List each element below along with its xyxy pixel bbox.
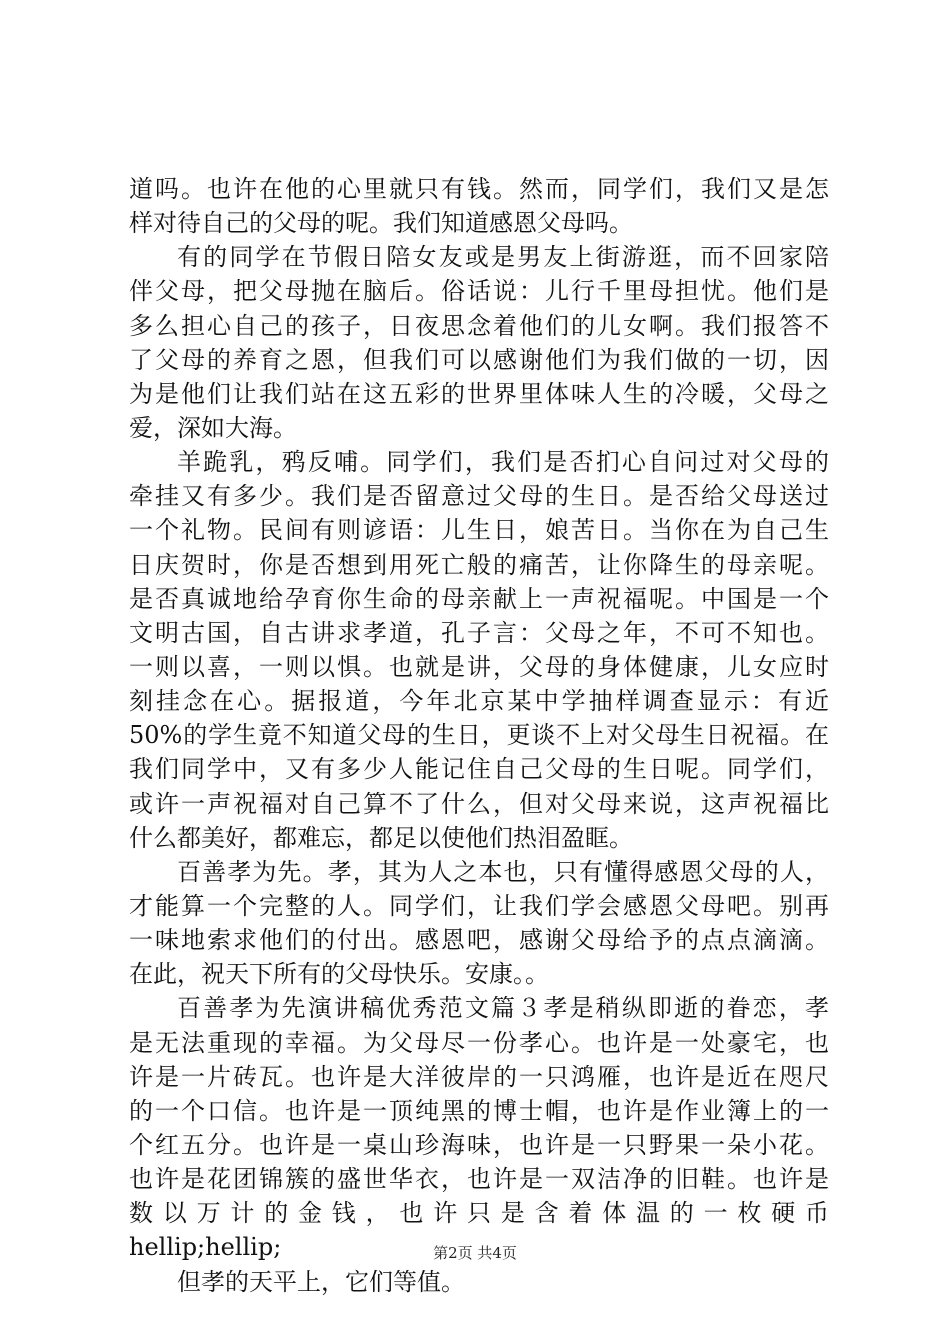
text-line: 也许是花团锦簇的盛世华衣，也许是一双洁净的旧鞋。也许是 bbox=[129, 1165, 829, 1194]
text-line: 多么担心自己的孩子，日夜思念着他们的儿女啊。我们报答不 bbox=[129, 311, 829, 340]
text-line: 刻挂念在心。据报道，今年北京某中学抽样调查显示：有近 bbox=[129, 687, 829, 716]
text-line: 一味地索求他们的付出。感恩吧，感谢父母给予的点点滴滴。 bbox=[129, 926, 829, 955]
text-line: 数以万计的金钱，也许只是含着体温的一枚硬币 bbox=[129, 1199, 829, 1228]
text-line: 什么都美好，都难忘，都足以使他们热泪盈眶。 bbox=[129, 823, 633, 852]
text-line: 伴父母，把父母抛在脑后。俗话说：儿行千里母担忧。他们是 bbox=[129, 277, 829, 306]
text-line: 牵挂又有多少。我们是否留意过父母的生日。是否给父母送过 bbox=[129, 482, 829, 511]
text-line: 一则以喜，一则以惧。也就是讲，父母的身体健康，儿女应时 bbox=[129, 652, 829, 681]
text-line: 是无法重现的幸福。为父母尽一份孝心。也许是一处豪宅，也 bbox=[129, 1028, 829, 1057]
text-line: 许是一片砖瓦。也许是大洋彼岸的一只鸿雁，也许是近在咫尺 bbox=[129, 1062, 829, 1091]
text-line: 50%的学生竟不知道父母的生日，更谈不上对父母生日祝福。在 bbox=[129, 721, 829, 750]
text-line: 才能算一个完整的人。同学们，让我们学会感恩父母吧。别再 bbox=[129, 891, 829, 920]
text-line: 或许一声祝福对自己算不了什么，但对父母来说，这声祝福比 bbox=[129, 789, 829, 818]
text-line: 的一个口信。也许是一顶纯黑的博士帽，也许是作业簿上的一 bbox=[129, 1096, 829, 1125]
text-line: 羊跪乳，鸦反哺。同学们，我们是否扪心自问过对父母的 bbox=[177, 448, 829, 477]
text-line: 为是他们让我们站在这五彩的世界里体味人生的冷暖，父母之 bbox=[129, 379, 829, 408]
text-line: 爱，深如大海。 bbox=[129, 413, 297, 442]
text-line: 百善孝为先。孝，其为人之本也，只有懂得感恩父母的人， bbox=[177, 857, 829, 886]
text-line: 在此，祝天下所有的父母快乐。安康。。 bbox=[129, 960, 549, 989]
text-line: 日庆贺时，你是否想到用死亡般的痛苦，让你降生的母亲呢。 bbox=[129, 550, 829, 579]
text-line: 但孝的天平上，它们等值。 bbox=[177, 1267, 465, 1296]
text-line: hellip;hellip; bbox=[129, 1233, 282, 1262]
page-footer: 第2页 共4页 bbox=[433, 1244, 517, 1262]
text-line: 文明古国，自古讲求孝道，孔子言：父母之年，不可不知也。 bbox=[129, 618, 829, 647]
text-line: 我们同学中，又有多少人能记住自己父母的生日呢。同学们， bbox=[129, 755, 829, 784]
text-line: 道吗。也许在他的心里就只有钱。然而，同学们，我们又是怎 bbox=[129, 175, 829, 203]
document-body bbox=[129, 172, 829, 1299]
text-line: 一个礼物。民间有则谚语：儿生日，娘苦日。当你在为自己生 bbox=[129, 516, 829, 545]
text-line: 百善孝为先演讲稿优秀范文篇３孝是稍纵即逝的眷恋，孝 bbox=[177, 994, 829, 1023]
text-line: 样对待自己的父母的呢。我们知道感恩父母吗。 bbox=[129, 209, 633, 238]
text-line: 是否真诚地给孕育你生命的母亲献上一声祝福呢。中国是一个 bbox=[129, 584, 829, 613]
text-line: 有的同学在节假日陪女友或是男友上街游逛，而不回家陪 bbox=[177, 243, 829, 272]
text-line: 了父母的养育之恩，但我们可以感谢他们为我们做的一切，因 bbox=[129, 345, 829, 374]
text-line: 个红五分。也许是一桌山珍海味，也许是一只野果一朵小花。 bbox=[129, 1130, 829, 1159]
